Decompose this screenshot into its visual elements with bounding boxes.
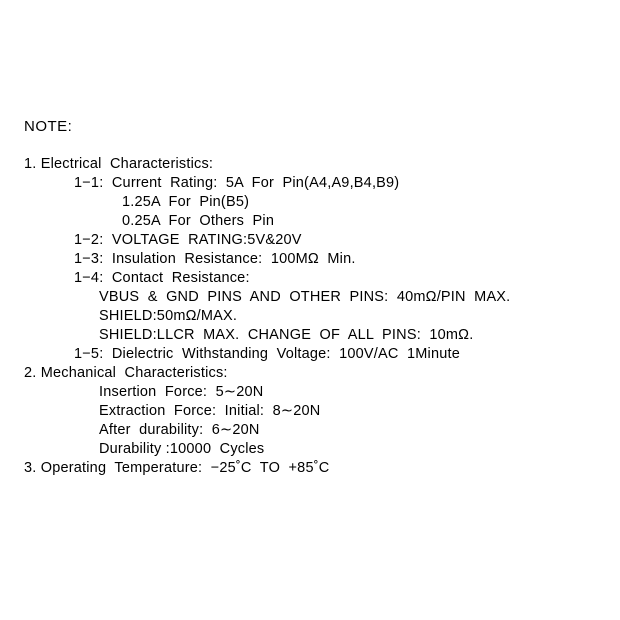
note-line: Insertion Force: 5∼20N (99, 384, 264, 400)
section-title-2: Mechanical Characteristics: (40, 365, 228, 381)
note-line: 1−3: Insulation Resistance: 100MΩ Min. (74, 251, 356, 267)
section-title-3: Operating Temperature: −25˚C TO +85˚C (40, 460, 330, 476)
note-block (24, 118, 604, 478)
note-line: 1−1: Current Rating: 5A For Pin(A4,A9,B4,B9) (74, 175, 400, 191)
note-line: 1−4: Contact Resistance: (74, 270, 250, 286)
note-line: 1.25A For Pin(B5) (122, 194, 250, 210)
section-heading-3 (24, 459, 604, 478)
note-line: 1−5: Dielectric Withstanding Voltage: 100V/AC 1Minute (74, 346, 460, 362)
section-heading-1 (24, 155, 604, 174)
note-line: SHIELD:LLCR MAX. CHANGE OF ALL PINS: 10mΩ. (99, 327, 474, 343)
note-line: 1−2: VOLTAGE RATING:5V&20V (74, 232, 302, 248)
note-line: SHIELD:50mΩ/MAX. (99, 308, 238, 324)
note-line: VBUS & GND PINS AND OTHER PINS: 40mΩ/PIN MAX. (99, 289, 511, 305)
section-heading-2 (24, 364, 604, 383)
note-line: After durability: 6∼20N (99, 422, 260, 438)
section-number-3: 3. (24, 460, 37, 476)
section-title-1: Electrical Characteristics: (40, 156, 214, 172)
section-number-2: 2. (24, 365, 37, 381)
note-line: 0.25A For Others Pin (122, 213, 275, 229)
note-line: Extraction Force: Initial: 8∼20N (99, 403, 321, 419)
note-title: NOTE: (24, 118, 73, 135)
section-number-1: 1. (24, 156, 37, 172)
note-line: Durability :10000 Cycles (99, 441, 265, 457)
